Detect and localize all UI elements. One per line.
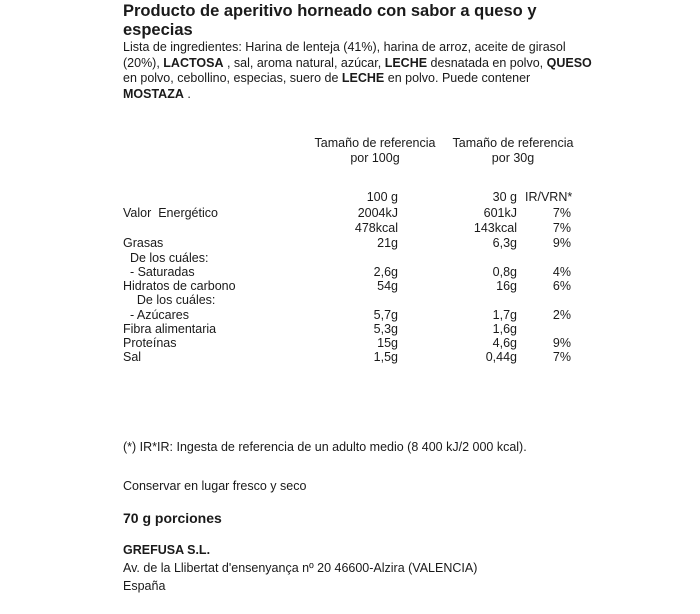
nutrient-label: Valor Energético [123, 206, 218, 220]
company-name: GREFUSA S.L. [123, 543, 211, 557]
nutrient-label: Proteínas [123, 336, 177, 350]
nutrient-label: - Azúcares [123, 308, 189, 322]
nutrient-label: - Saturadas [123, 265, 195, 279]
ingredients-text: , sal, aroma natural, azúcar, [223, 55, 385, 70]
portions: 70 g porciones [123, 510, 222, 526]
nutrient-label: Grasas [123, 236, 164, 250]
value-100g: 5,7g [373, 308, 398, 322]
col-header-30g: 30 g [492, 190, 517, 204]
nutrient-label: De los cuáles: [123, 293, 216, 307]
value-30g: 1,6g [492, 322, 517, 336]
ingredients-text: en polvo. Puede contener [384, 71, 531, 85]
nutrient-label: De los cuáles: [123, 251, 209, 265]
value-ir: 7% [552, 221, 571, 235]
company-country: España [123, 579, 166, 593]
value-100g: 21g [377, 236, 398, 250]
value-ir: 7% [552, 206, 571, 220]
nutrient-label: Sal [123, 350, 142, 364]
value-30g: 16g [496, 279, 517, 293]
value-100g: 15g [377, 336, 398, 350]
value-30g: 4,6g [492, 336, 517, 350]
col-header-ir: IR/VRN* [525, 190, 573, 204]
value-30g: 1,7g [492, 308, 517, 322]
value-100g: 478kcal [354, 221, 398, 235]
nutrient-label: Hidratos de carbono [123, 279, 236, 293]
product-title [123, 2, 537, 40]
value-ir: 9% [552, 236, 571, 250]
allergen-mostaza: MOSTAZA [123, 86, 184, 101]
value-100g: 1,5g [373, 350, 398, 364]
allergen-lactosa: LACTOSA [163, 55, 224, 70]
value-30g: 143kcal [473, 221, 517, 235]
product-title-line-1: Producto de aperitivo horneado con sabor a queso y [123, 2, 537, 20]
allergen-leche: LECHE [341, 71, 385, 85]
ingredients-text: en polvo, cebollino, especias, suero de [123, 71, 342, 85]
ingredients-text: Lista de ingredientes: Harina de lenteja (41%), harina de arroz, aceite de girasol (20%), [123, 40, 566, 70]
value-100g: 2,6g [373, 265, 398, 279]
ref-header-30g: Tamaño de referencia por 30g [452, 136, 574, 165]
nutrient-label: Fibra alimentaria [123, 322, 217, 336]
value-30g: 601kJ [483, 206, 517, 220]
ingredients-text: . [183, 86, 191, 101]
value-100g: 54g [377, 279, 398, 293]
storage-note: Conservar en lugar fresco y seco [123, 479, 307, 493]
product-title-line-2: especias [123, 21, 193, 39]
ingredients-text: desnatada en polvo, [427, 55, 547, 70]
ingredients-list [123, 40, 593, 102]
company-address: Av. de la Llibertat d'ensenyança nº 20 46600-Alzira (VALENCIA) [123, 561, 478, 575]
footnote: (*) IR*IR: Ingesta de referencia de un adulto medio (8 400 kJ/2 000 kcal). [123, 440, 527, 454]
col-header-100g: 100 g [366, 190, 398, 204]
value-100g: 5,3g [373, 322, 398, 336]
value-30g: 6,3g [492, 236, 517, 250]
allergen-queso: QUESO [546, 55, 592, 70]
allergen-leche: LECHE [384, 55, 428, 70]
value-ir: 2% [552, 308, 571, 322]
value-ir: 6% [552, 279, 571, 293]
value-ir: 9% [552, 336, 571, 350]
value-ir: 4% [552, 265, 571, 279]
value-30g: 0,44g [485, 350, 517, 364]
value-30g: 0,8g [492, 265, 517, 279]
value-100g: 2004kJ [357, 206, 398, 220]
ref-header-100g: Tamaño de referencia por 100g [314, 136, 436, 165]
value-ir: 7% [552, 350, 571, 364]
